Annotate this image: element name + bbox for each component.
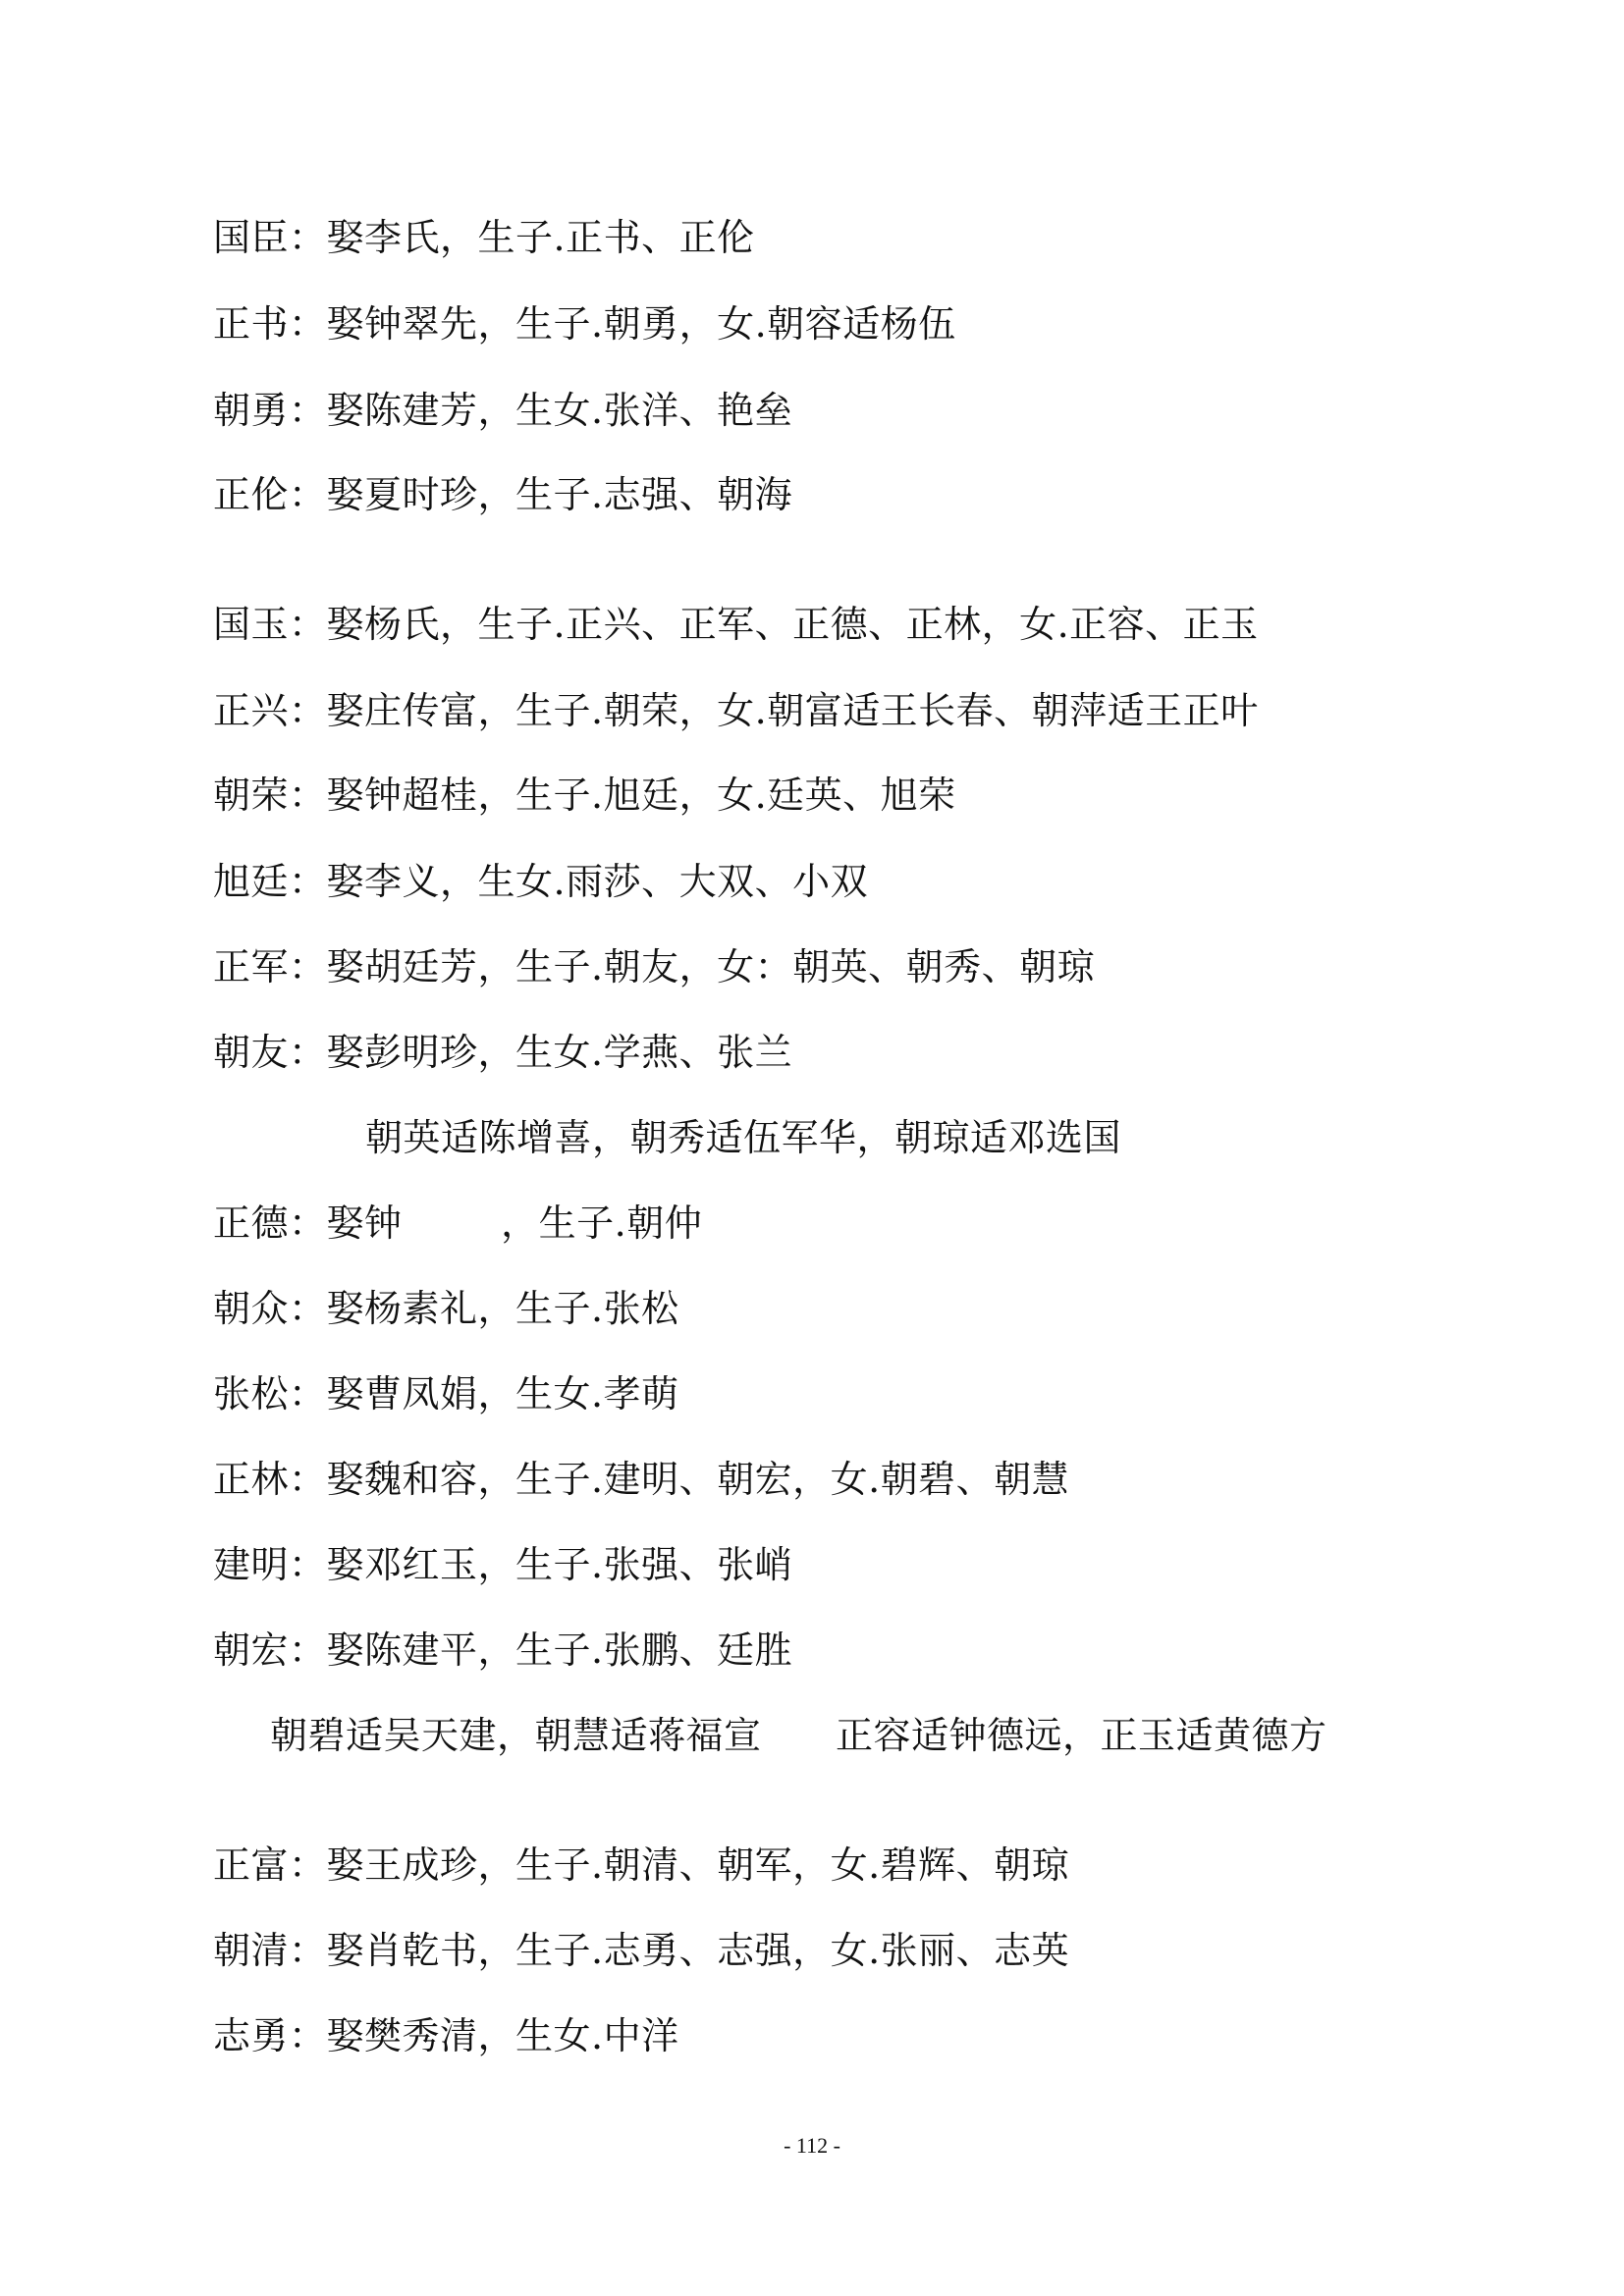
- text-line: 正林：娶魏和容，生子.建明、朝宏，女.朝碧、朝慧: [213, 1458, 1070, 1501]
- text-line: 朝宏：娶陈建平，生子.张鹏、廷胜: [213, 1629, 793, 1672]
- text-line: 朝英适陈增喜，朝秀适伍军华，朝琼适邓选国: [365, 1116, 1122, 1159]
- text-line: 正伦：娶夏时珍，生子.志强、朝海: [213, 473, 793, 516]
- text-line: 正德：娶钟 ，生子.朝仲: [213, 1201, 703, 1245]
- text-line: 建明：娶邓红玉，生子.张强、张峭: [213, 1543, 793, 1586]
- text-line: 朝众：娶杨素礼，生子.张松: [213, 1287, 679, 1330]
- text-line: 朝荣：娶钟超桂，生子.旭廷，女.廷英、旭荣: [213, 774, 956, 817]
- text-line: 旭廷：娶李义，生女.雨莎、大双、小双: [213, 860, 869, 903]
- text-line: 正军：娶胡廷芳，生子.朝友，女：朝英、朝秀、朝琼: [213, 945, 1096, 988]
- text-line: 朝碧适吴天建，朝慧适蒋福宣 正容适钟德远，正玉适黄德方: [270, 1714, 1327, 1757]
- text-line: 国玉：娶杨氏，生子.正兴、正军、正德、正林，女.正容、正玉: [213, 603, 1259, 646]
- text-line: 国臣：娶李氏，生子.正书、正伦: [213, 216, 755, 259]
- text-line: 正富：娶王成珍，生子.朝清、朝军，女.碧辉、朝琼: [213, 1843, 1070, 1887]
- text-line: 朝清：娶肖乾书，生子.志勇、志强，女.张丽、志英: [213, 1929, 1070, 1972]
- page-number: - 112 -: [784, 2133, 840, 2158]
- text-line: 正书：娶钟翠先，生子.朝勇，女.朝容适杨伍: [213, 302, 956, 346]
- text-line: 正兴：娶庄传富，生子.朝荣，女.朝富适王长春、朝萍适王正叶: [213, 689, 1259, 732]
- text-line: 朝勇：娶陈建芳，生女.张洋、艳垒: [213, 389, 793, 432]
- text-line: 志勇：娶樊秀清，生女.中洋: [213, 2014, 679, 2057]
- text-line: 朝友：娶彭明珍，生女.学燕、张兰: [213, 1031, 793, 1074]
- text-line: 张松：娶曹凤娟，生女.孝萌: [213, 1372, 679, 1415]
